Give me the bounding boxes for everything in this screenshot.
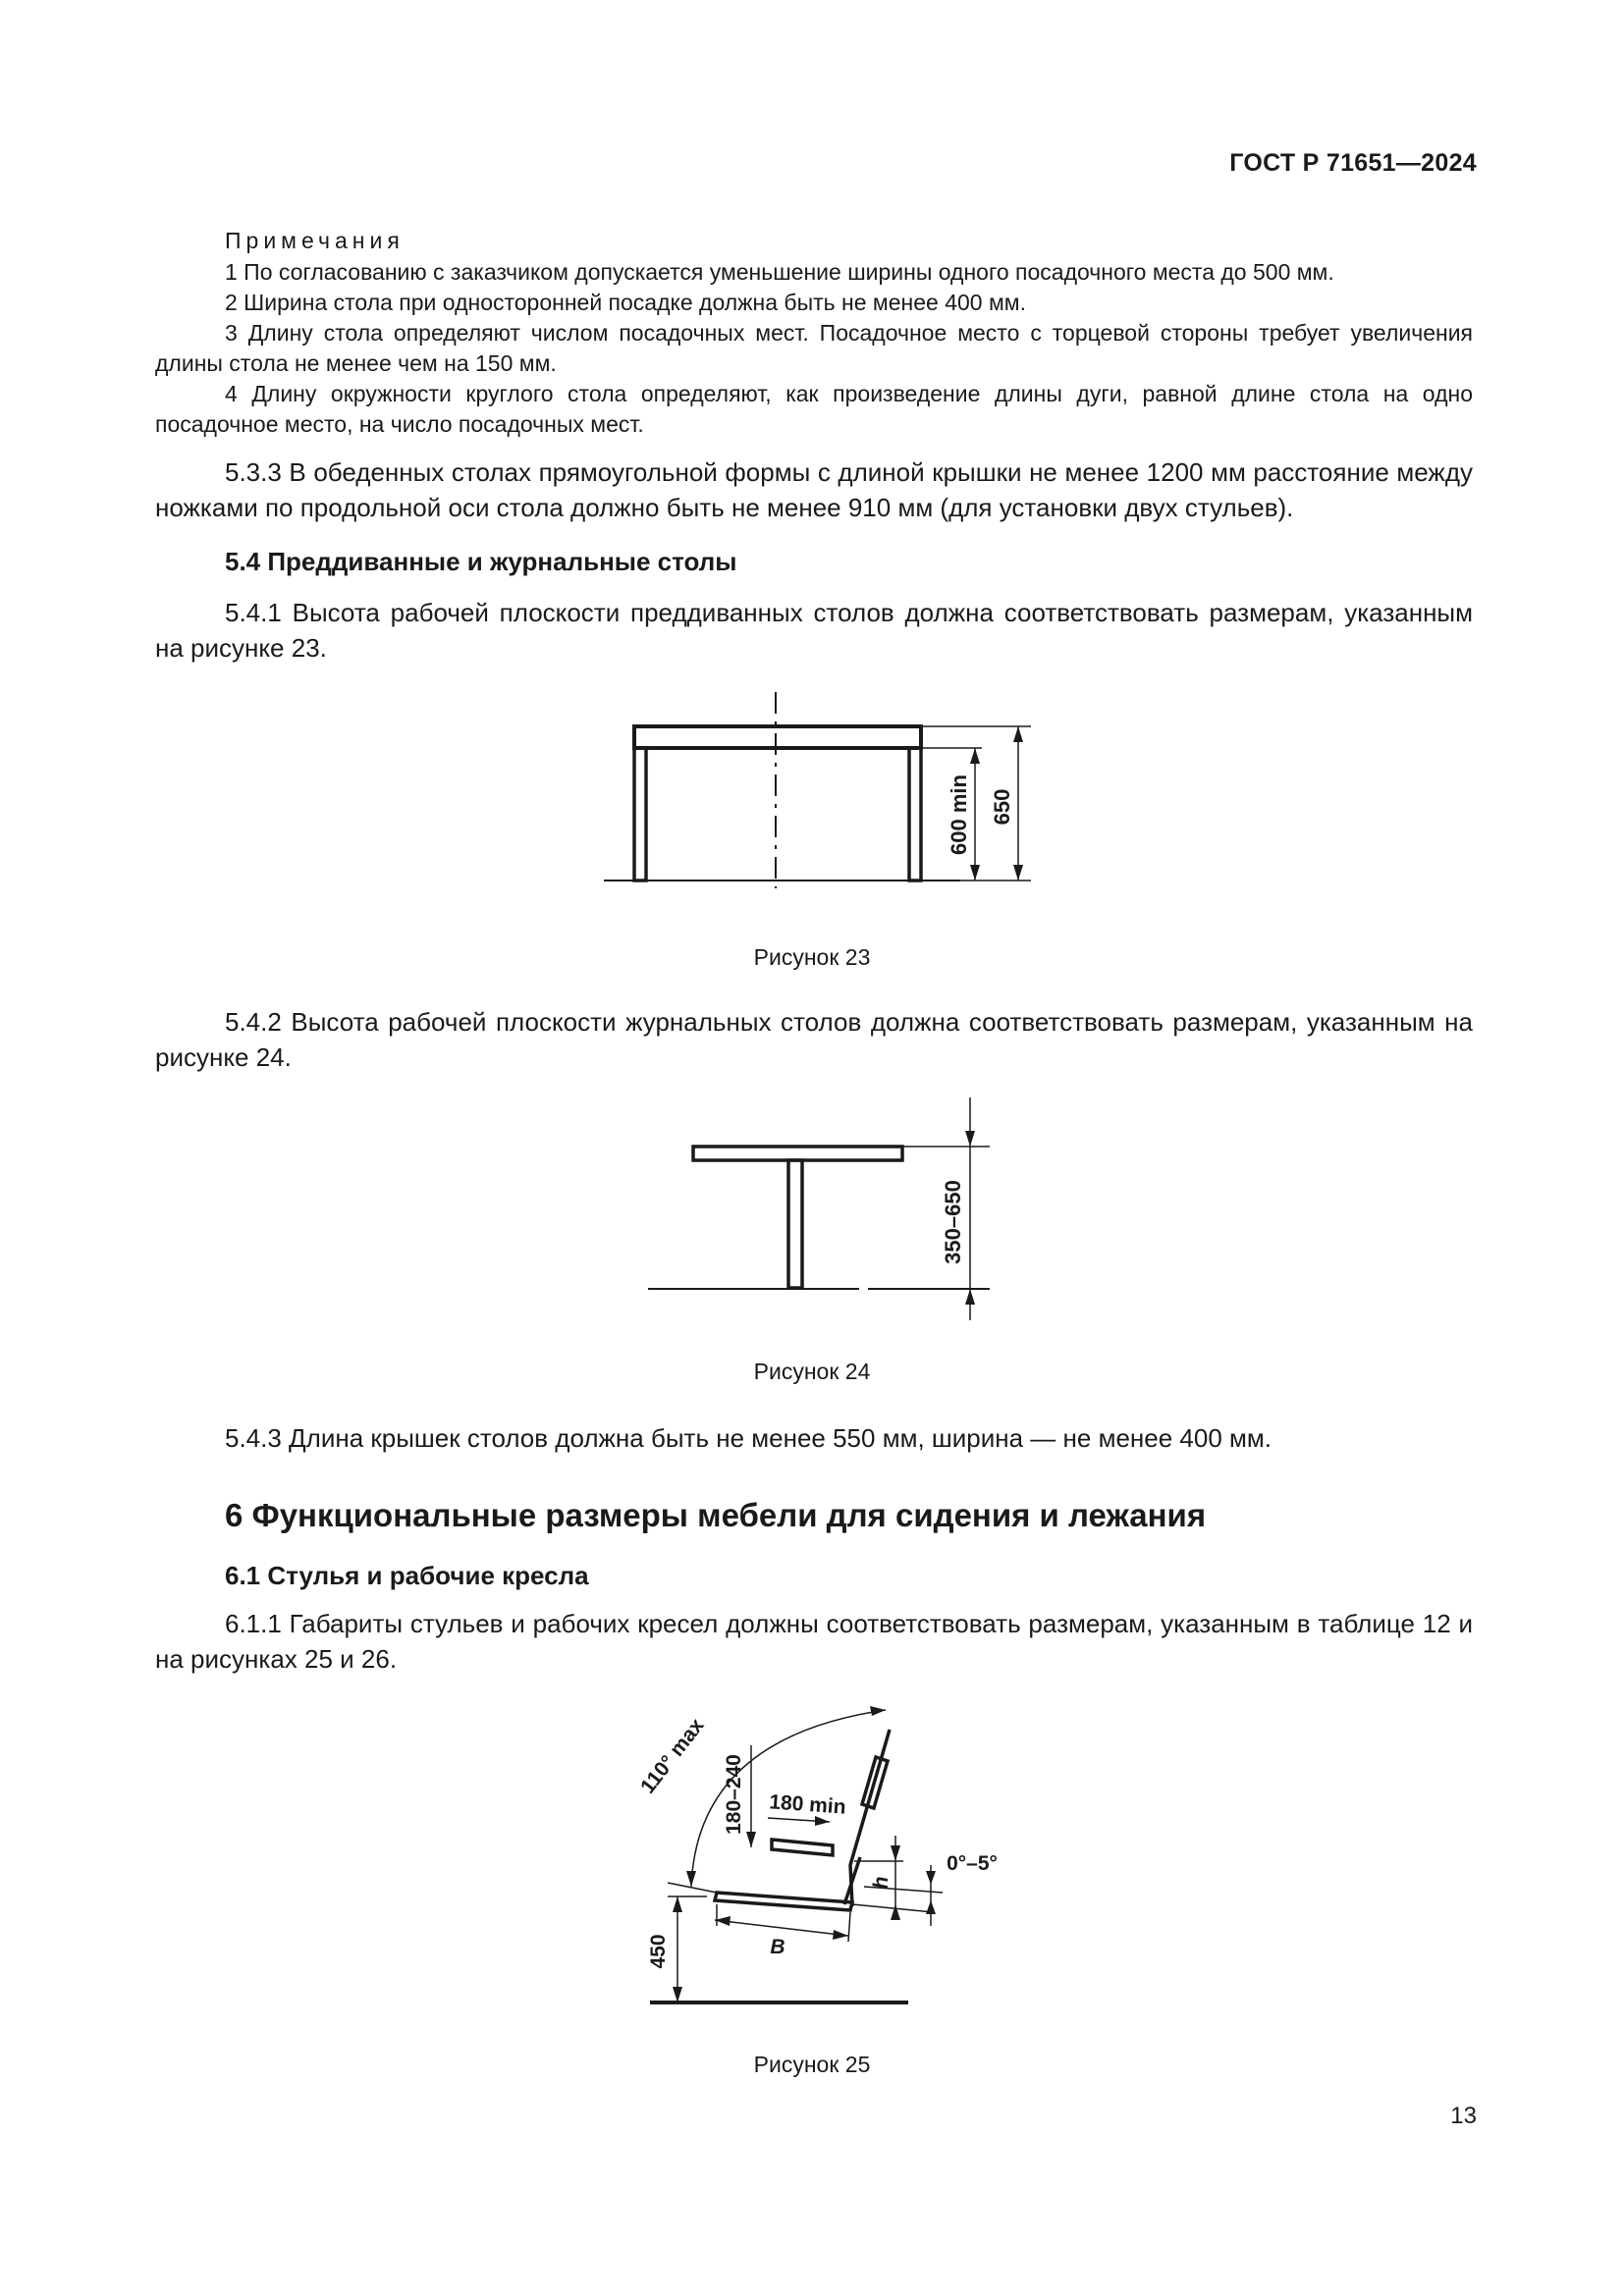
paragraph-5-3-3: 5.3.3 В обеденных столах прямоугольной формы с длиной крышки не менее 1200 мм расстояние между ножками по продольной оси стола должно быть не менее 910 мм (для установки двух стульев).: [155, 457, 1473, 522]
figure-24-drawing: [628, 1090, 1001, 1325]
section-heading-5-4: 5.4 Преддиванные и журнальные столы: [225, 547, 737, 576]
paragraph-6-1-1: 6.1.1 Габариты стульев и рабочих кресел должны соответствовать размерам, указанным в таблице 12 и на рисунках 25 и 26.: [155, 1609, 1473, 1674]
paragraph-5-4-2: 5.4.2 Высота рабочей плоскости журнальных столов должна соответствовать размерам, указанным на рисунке 24.: [155, 1007, 1473, 1072]
figure-25-dim-seat-tilt: 0°–5°: [947, 1852, 998, 1875]
page-number: 13: [1450, 2103, 1477, 2129]
paragraph-5-4-3: 5.4.3 Длина крышек столов должна быть не менее 550 мм, ширина — не менее 400 мм.: [225, 1423, 1272, 1453]
note-item-4: 4 Длину окружности круглого стола определяют, как произведение длины дуги, равной длине стола на одно посадочное место, на число посадочных мест.: [155, 381, 1473, 437]
figure-23-caption: Рисунок 23: [753, 944, 871, 970]
figure-25-dim-backrest-min: 180 min: [768, 1790, 847, 1819]
figure-25-dim-seat-height: 450: [647, 1934, 670, 1969]
section-heading-6: 6 Функциональные размеры мебели для сидения и лежания: [225, 1497, 1207, 1533]
figure-23-dim-inner: 600 min: [947, 774, 971, 855]
figure-25-drawing: [628, 1698, 1021, 2012]
figure-23-dim-outer: 650: [990, 788, 1014, 826]
figure-25-dim-backrest-position: 180–240: [723, 1754, 745, 1835]
figure-24-caption: Рисунок 24: [753, 1359, 871, 1384]
figure-25-caption: Рисунок 25: [753, 2052, 871, 2077]
note-item-3: 3 Длину стола определяют числом посадочных мест. Посадочное место с торцевой стороны требует увеличения длины стола не менее чем на 150 мм.: [155, 320, 1473, 376]
section-heading-6-1: 6.1 Стулья и рабочие кресла: [225, 1561, 589, 1590]
document-code: ГОСТ Р 71651—2024: [1229, 149, 1477, 177]
figure-25-dim-angle: 110° max: [636, 1714, 709, 1798]
note-item-1: 1 По согласованию с заказчиком допускается уменьшение ширины одного посадочного места до 500 мм.: [225, 259, 1334, 285]
figure-25-dim-b: B: [770, 1936, 785, 1958]
notes-title: Примечания: [225, 228, 405, 253]
note-item-2: 2 Ширина стола при односторонней посадке должна быть не менее 400 мм.: [225, 290, 1026, 315]
paragraph-5-4-1: 5.4.1 Высота рабочей плоскости преддиванных столов должна соответствовать размерам, указанным на рисунке 23.: [155, 598, 1473, 663]
figure-24-dim-height: 350–650: [941, 1180, 965, 1264]
figure-25-dim-h: h: [870, 1876, 893, 1890]
figure-23-drawing: [589, 687, 1041, 893]
